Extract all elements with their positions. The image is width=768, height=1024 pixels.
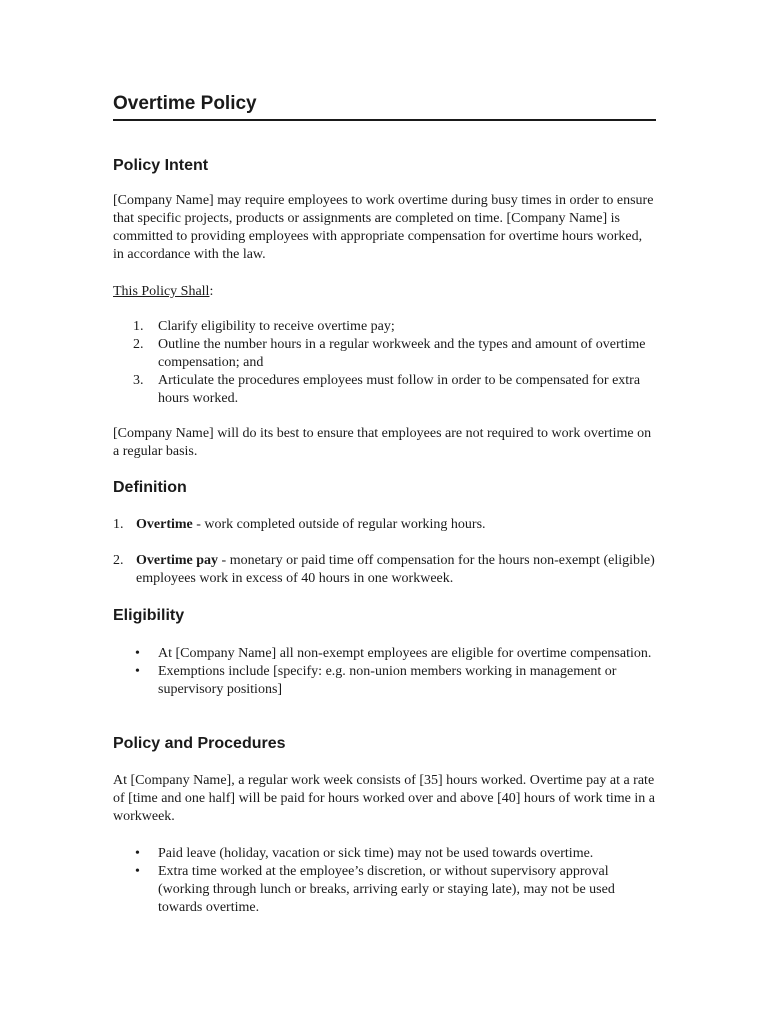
list-item: [113, 336, 656, 372]
list-item-text: Articulate the procedures employees must follow in order to be compensated for extra hours worked.: [158, 373, 641, 406]
list-marker: 1.: [133, 319, 144, 334]
list-item-text: Extra time worked at the employee’s discretion, or without supervisory approval (working through lunch or breaks, arriving early or staying late), may not be used towards overtime.: [158, 864, 615, 915]
list-item: [113, 516, 656, 534]
definition-term: Overtime pay: [136, 553, 219, 568]
list-marker: 2.: [133, 337, 144, 352]
list-item: [113, 863, 656, 917]
procedures-list: [113, 845, 656, 917]
list-marker: 1.: [113, 517, 124, 532]
policy-shall-list: [113, 318, 656, 408]
intent-paragraph: [Company Name] may require employees to work overtime during busy times in order to ensure that specific projects, products or assignments are completed on time. [Company Name] is committed to providing employees with appropriate compensation for overtime hours worked, in accordance with the law.: [113, 193, 654, 262]
list-item: [113, 372, 656, 408]
list-item-text: Clarify eligibility to receive overtime pay;: [158, 319, 395, 334]
list-marker: 2.: [113, 553, 124, 568]
heading-definition: Definition: [113, 479, 187, 496]
list-item-text: Outline the number hours in a regular workweek and the types and amount of overtime compensation; and: [158, 337, 646, 370]
list-marker: 3.: [133, 373, 144, 388]
procedures-paragraph: At [Company Name], a regular work week consists of [35] hours worked. Overtime pay at a rate of [time and one half] will be paid for hours worked over and above [40] hours of work time in a workweek.: [113, 773, 655, 824]
list-item: [113, 645, 656, 663]
bullet-marker: •: [135, 646, 140, 661]
list-item-text: Exemptions include [specify: e.g. non-union members working in management or supervisory positions]: [158, 664, 617, 697]
list-item: [113, 845, 656, 863]
heading-policy-procedures: Policy and Procedures: [113, 735, 286, 752]
list-item-text: Paid leave (holiday, vacation or sick time) may not be used towards overtime.: [158, 846, 594, 861]
definition-text: - monetary or paid time off compensation for the hours non-exempt (eligible) employees work in excess of 40 hours in one workweek.: [136, 553, 655, 586]
definition-term: Overtime: [136, 517, 193, 532]
bullet-marker: •: [135, 664, 140, 679]
policy-shall-label-text: This Policy Shall: [113, 284, 210, 299]
heading-policy-intent: Policy Intent: [113, 157, 209, 174]
document-title: Overtime Policy: [113, 92, 656, 121]
list-item: [113, 552, 656, 588]
policy-shall-label: [113, 283, 656, 301]
definition-text: - work completed outside of regular working hours.: [192, 517, 486, 532]
bullet-marker: •: [135, 864, 140, 879]
definition-list: [113, 516, 656, 588]
intent-closing-paragraph: [Company Name] will do its best to ensure that employees are not required to work overtime on a regular basis.: [113, 426, 652, 459]
list-item: [113, 318, 656, 336]
list-item: [113, 663, 656, 699]
eligibility-list: [113, 645, 656, 699]
policy-shall-colon: :: [209, 284, 214, 299]
heading-eligibility: Eligibility: [113, 607, 185, 624]
list-item-text: At [Company Name] all non-exempt employees are eligible for overtime compensation.: [158, 646, 652, 661]
bullet-marker: •: [135, 846, 140, 861]
